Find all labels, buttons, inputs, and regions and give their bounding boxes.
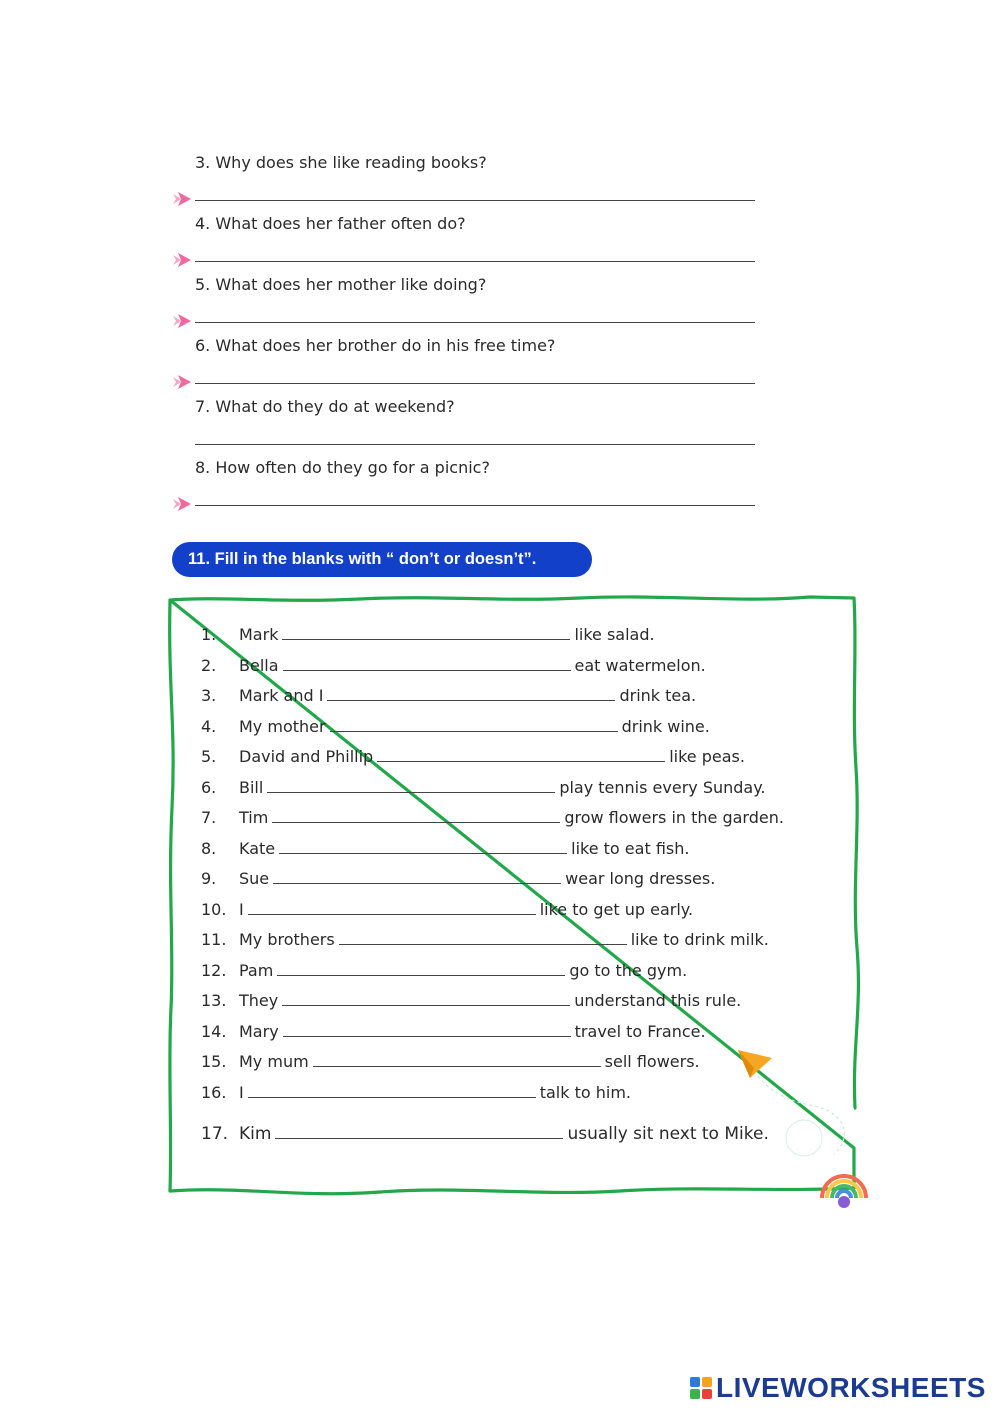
item-number: 9. [201,869,217,888]
item-rest: like to drink milk. [630,930,769,949]
fill-in-item [201,778,766,797]
fill-in-item [201,625,655,644]
item-subject: They [239,991,279,1010]
item-rest: understand this rule. [574,991,742,1010]
question-text: 7. What do they do at weekend? [195,397,455,416]
question-text: 5. What does her mother like doing? [195,275,487,294]
item-rest: grow flowers in the garden. [564,808,784,827]
item-rest: go to the gym. [569,960,688,980]
answer-line[interactable] [195,200,755,201]
answer-line[interactable] [195,383,755,384]
section-header: 11. Fill in the blanks with “ don’t or doesn’t”. [172,542,592,577]
arrow-icon [172,313,192,329]
item-number: 7. [201,808,217,827]
blank-field[interactable] [330,719,618,732]
item-subject: My brothers [239,930,335,949]
item-subject: David and Phillip [239,747,374,766]
question-text: 3. Why does she like reading books? [195,153,487,172]
fill-in-item [201,961,687,980]
fill-in-item [201,686,696,705]
item-subject: Mark and I [239,686,324,705]
item-subject: Bill [239,777,264,797]
blank-field[interactable] [248,902,536,915]
arrow-icon [172,496,192,512]
arrow-icon [172,252,192,268]
item-subject: Sue [239,869,270,888]
item-subject: Kim [239,1124,272,1144]
item-subject: Kate [239,838,276,858]
item-number: 5. [201,747,217,766]
item-subject: Mary [239,1021,279,1041]
item-subject: I [239,899,244,919]
item-number: 16. [201,1082,227,1102]
item-subject: Pam [239,960,274,980]
fill-in-item [201,869,715,888]
blank-field[interactable] [279,841,567,854]
blank-field[interactable] [327,688,615,701]
fill-in-item [201,900,693,919]
fill-in-item [201,1083,631,1102]
fill-in-item [201,717,710,736]
item-number: 14. [201,1021,227,1041]
question-text: 8. How often do they go for a picnic? [195,458,490,477]
item-number: 6. [201,777,217,797]
item-rest: like to eat fish. [571,838,690,858]
answer-line[interactable] [195,505,755,506]
item-subject: Mark [239,625,279,644]
fill-in-item [201,656,706,675]
liveworksheets-logo-icon [690,1377,712,1399]
rainbow-icon [818,1172,870,1212]
item-subject: I [239,1082,244,1102]
fill-in-item [201,1052,700,1071]
item-number: 15. [201,1052,227,1071]
fill-in-item [201,808,784,827]
item-rest: usually sit next to Mike. [567,1124,769,1144]
fill-in-item [201,930,769,949]
answer-line[interactable] [195,444,755,445]
item-number: 3. [201,686,217,705]
fill-in-item [201,839,689,858]
item-rest: drink wine. [621,716,710,736]
question-text: 4. What does her father often do? [195,214,466,233]
item-subject: Tim [239,808,269,827]
item-number: 4. [201,716,217,736]
answer-line[interactable] [195,322,755,323]
item-subject: Bella [239,655,279,675]
item-number: 8. [201,838,217,858]
item-rest: sell flowers. [604,1052,700,1071]
blank-field[interactable] [313,1054,601,1067]
item-number: 10. [201,899,227,919]
item-rest: drink tea. [619,686,697,705]
blank-field[interactable] [282,993,570,1006]
blank-field[interactable] [275,1126,563,1139]
fill-in-item [201,1124,769,1144]
item-rest: travel to France. [574,1021,706,1041]
item-number: 1. [201,625,217,644]
item-rest: play tennis every Sunday. [559,777,766,797]
blank-field[interactable] [339,932,627,945]
arrow-icon [172,191,192,207]
blank-field[interactable] [283,658,571,671]
item-rest: talk to him. [539,1082,631,1102]
blank-field[interactable] [377,749,665,762]
answer-line[interactable] [195,261,755,262]
fill-in-item [201,747,745,766]
item-subject: My mum [239,1052,309,1071]
fill-in-item [201,1022,706,1041]
item-number: 11. [201,930,227,949]
blank-field[interactable] [283,1024,571,1037]
blank-field[interactable] [248,1085,536,1098]
blank-field[interactable] [272,810,560,823]
item-rest: wear long dresses. [565,869,716,888]
arrow-icon [172,374,192,390]
liveworksheets-logo [690,1373,986,1403]
item-number: 12. [201,960,227,980]
blank-field[interactable] [273,871,561,884]
item-number: 17. [201,1124,229,1144]
item-subject: My mother [239,716,326,736]
question-text: 6. What does her brother do in his free time? [195,336,556,355]
item-number: 13. [201,991,227,1010]
item-rest: eat watermelon. [574,655,706,675]
blank-field[interactable] [282,627,570,640]
paper-plane-icon [734,1046,874,1166]
logo-text: LIVEWORKSHEETS [716,1372,986,1403]
item-rest: like to get up early. [539,899,694,919]
item-rest: like salad. [574,625,655,644]
fill-in-item [201,991,741,1010]
blank-field[interactable] [267,780,555,793]
item-rest: like peas. [669,747,745,766]
item-number: 2. [201,655,217,675]
blank-field[interactable] [277,963,565,976]
